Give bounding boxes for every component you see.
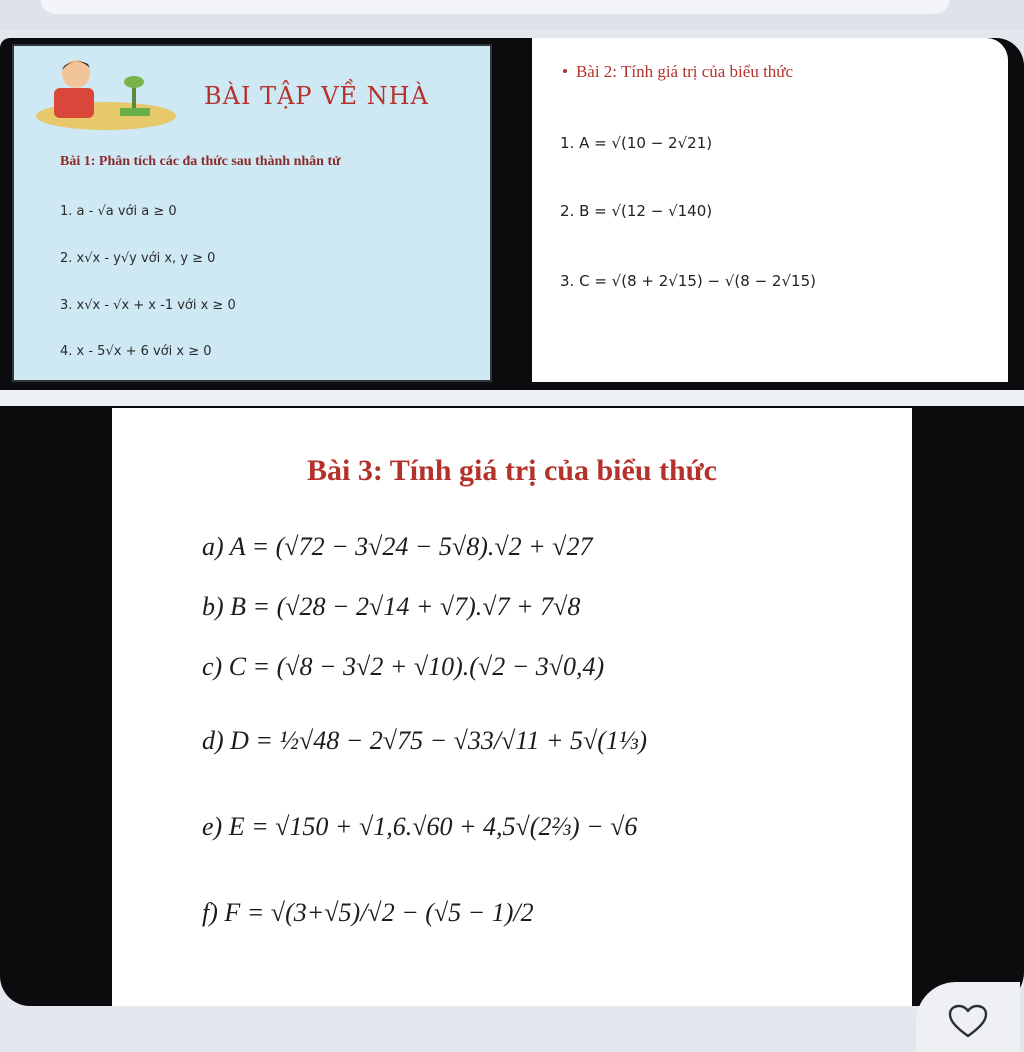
heart-icon: [948, 1004, 988, 1038]
student-illustration: [36, 52, 186, 136]
slide-exercise-2: [532, 38, 1008, 382]
exercise-2-heading: [562, 62, 793, 82]
exercise-2-heading-text: Bài 2: Tính giá trị của biểu thức: [575, 62, 794, 81]
previous-card-edge: [40, 0, 950, 14]
exercise-2-item: 2. B = √(12 − √140): [560, 202, 713, 220]
exercise-1-heading: Bài 1: Phân tích các đa thức sau thành nhân tử: [60, 154, 341, 169]
slide-exercise-3: [112, 408, 912, 1006]
exercise-3-item: a) A = (√72 − 3√24 − 5√8).√2 + √27: [202, 532, 593, 561]
attached-photo[interactable]: [0, 38, 1024, 1006]
top-bar: [0, 0, 1024, 30]
exercise-1-item: 2. x√x - y√y với x, y ≥ 0: [60, 251, 216, 266]
exercise-3-item: e) E = √150 + √1,6.√60 + 4,5√(2⅔) − √6: [202, 812, 638, 841]
exercise-1-item: 3. x√x - √x + x -1 với x ≥ 0: [60, 298, 236, 313]
exercise-3-item: f) F = √(3+√5)/√2 − (√5 − 1)/2: [202, 898, 534, 927]
exercise-3-item: b) B = (√28 − 2√14 + √7).√7 + 7√8: [202, 592, 581, 621]
exercise-1-item: 4. x - 5√x + 6 với x ≥ 0: [60, 344, 212, 359]
exercise-3-item: c) C = (√8 − 3√2 + √10).(√2 − 3√0,4): [202, 652, 605, 681]
exercise-2-item: 1. A = √(10 − 2√21): [560, 134, 713, 152]
exercise-1-item: 1. a - √a với a ≥ 0: [60, 204, 177, 219]
photo-divider: [0, 390, 1024, 406]
bullet-icon: •: [562, 62, 568, 81]
slide-title: BÀI TẬP VỀ NHÀ: [204, 82, 429, 110]
slide-homework-1: [12, 44, 492, 382]
exercise-2-item: 3. C = √(8 + 2√15) − √(8 − 2√15): [560, 272, 816, 290]
exercise-3-heading: Bài 3: Tính giá trị của biểu thức: [307, 454, 717, 487]
exercise-3-item: d) D = ½√48 − 2√75 − √33/√11 + 5√(1⅓): [202, 726, 648, 755]
